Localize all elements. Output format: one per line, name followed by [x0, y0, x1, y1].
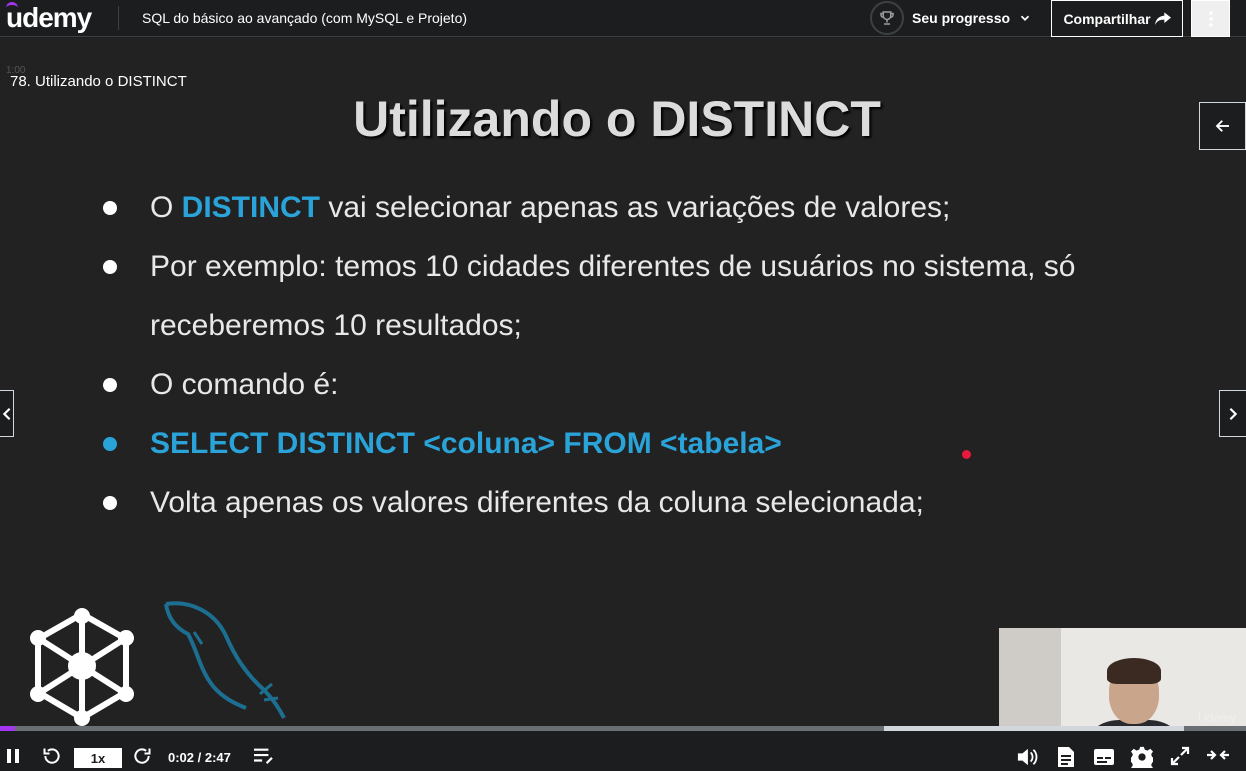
note-list-icon [252, 747, 274, 765]
transcript-icon [1057, 746, 1075, 768]
trophy-icon [870, 1, 904, 35]
header-divider [118, 6, 119, 30]
volume-icon [1016, 747, 1038, 767]
bullet-text: O [150, 191, 182, 224]
logo-text: udemy [6, 2, 92, 33]
player-controls [0, 731, 1246, 771]
add-note-button[interactable] [252, 747, 274, 765]
bullet-highlight: DISTINCT [181, 191, 320, 224]
fullscreen-button[interactable] [1170, 746, 1190, 766]
udemy-logo[interactable] [6, 1, 91, 35]
gear-icon [1131, 746, 1153, 768]
bullet-2-continued [100, 296, 1200, 355]
course-title[interactable]: SQL do básico ao avançado (com MySQL e Projeto) [142, 10, 468, 26]
chevron-right-icon [1228, 407, 1238, 421]
share-label: Compartilhar [1063, 10, 1151, 27]
chevron-down-icon [1018, 11, 1032, 25]
bullet-dot [103, 260, 117, 274]
captions-icon [1093, 748, 1115, 766]
lecture-title: 78. Utilizando o DISTINCT [10, 73, 187, 90]
bullet-5 [100, 473, 1200, 532]
bullet-text: receberemos 10 resultados; [150, 309, 522, 342]
pause-icon [6, 748, 20, 764]
volume-button[interactable] [1016, 747, 1038, 767]
previous-lecture-button[interactable] [0, 390, 14, 437]
chevron-left-icon [2, 407, 12, 421]
bullet-text: vai selecionar apenas as variações de valores; [320, 191, 951, 224]
more-options-button[interactable] [1191, 0, 1230, 37]
bullet-4 [100, 414, 1200, 473]
course-brand-logo-icon [30, 608, 134, 726]
bullet-1 [100, 178, 1200, 237]
bullet-dot [103, 496, 117, 510]
settings-button[interactable] [1131, 746, 1153, 768]
top-header [0, 0, 1246, 37]
rewind-icon [42, 746, 62, 766]
logo-mark-icon [6, 2, 18, 8]
share-arrow-icon [1155, 12, 1171, 26]
slide-time-label: 1:00 [6, 65, 26, 76]
rewind-button[interactable] [42, 746, 62, 766]
time-display: 0:02 / 2:47 [168, 750, 231, 765]
pointer-dot [962, 450, 971, 459]
bullet-dot [103, 437, 117, 451]
bullet-2 [100, 237, 1200, 296]
expand-sidebar-button[interactable] [1199, 102, 1246, 150]
collapse-icon [1206, 748, 1230, 762]
transcript-button[interactable] [1057, 746, 1075, 768]
udemy-watermark: Udemy [1198, 711, 1237, 725]
progress-label: Seu progresso [912, 10, 1011, 26]
bullet-text: Volta apenas os valores diferentes da coluna selecionada; [150, 486, 924, 519]
slide-bullets [100, 178, 1200, 532]
theater-mode-button[interactable] [1206, 748, 1230, 762]
more-vertical-icon [1209, 11, 1213, 27]
slide-title: Utilizando o DISTINCT [353, 91, 881, 147]
arrow-left-icon [1214, 117, 1232, 135]
video-player[interactable] [0, 38, 1246, 728]
forward-button[interactable] [132, 746, 152, 766]
pause-button[interactable] [6, 748, 20, 764]
captions-button[interactable] [1093, 748, 1115, 766]
progress-dropdown[interactable] [870, 1, 1032, 35]
forward-icon [132, 746, 152, 766]
mysql-dolphin-icon [160, 598, 290, 728]
bullet-dot [103, 378, 117, 392]
expand-icon [1170, 746, 1190, 766]
bullet-dot [103, 201, 117, 215]
bullet-3 [100, 355, 1200, 414]
bullet-text: Por exemplo: temos 10 cidades diferentes de usuários no sistema, só [150, 250, 1076, 283]
playback-speed-button[interactable]: 1x [74, 748, 122, 768]
next-lecture-button[interactable] [1219, 390, 1246, 437]
sql-command: SELECT DISTINCT <coluna> FROM <tabela> [150, 427, 782, 460]
bullet-text: O comando é: [150, 368, 339, 401]
share-button[interactable] [1051, 0, 1183, 37]
